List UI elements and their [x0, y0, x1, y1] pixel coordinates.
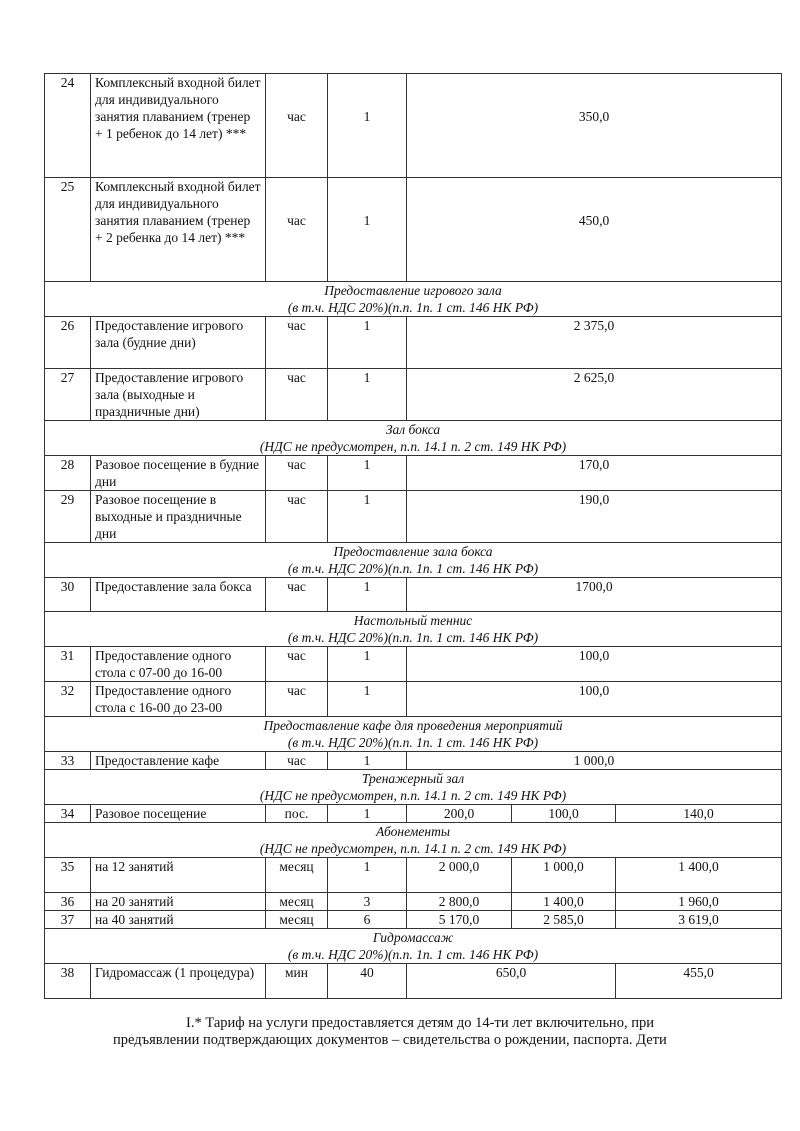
- unit-cell: час: [266, 752, 328, 770]
- section-subtitle: (в т.ч. НДС 20%)(п.п. 1п. 1 ст. 146 НК РФ): [287, 630, 539, 645]
- price-cell: 190,0: [407, 491, 782, 543]
- table-row: [45, 578, 782, 612]
- service-name: Предоставление игрового зала (будние дни): [91, 317, 266, 369]
- service-name: Предоставление одного стола с 16-00 до 23-00: [91, 682, 266, 717]
- service-name: Комплексный входной билет для индивидуального занятия плаванием (тренер + 2 ребенка до 14 лет) ***: [91, 178, 266, 282]
- section-title: Предоставление кафе для проведения мероприятий: [263, 718, 563, 733]
- service-name: Разовое посещение: [91, 805, 266, 823]
- price-cell: 200,0: [407, 805, 512, 823]
- quantity-cell: 1: [328, 578, 407, 612]
- unit-cell: месяц: [266, 893, 328, 911]
- section-subtitle: (в т.ч. НДС 20%)(п.п. 1п. 1 ст. 146 НК РФ): [287, 561, 539, 576]
- row-number: 30: [45, 578, 91, 612]
- section-header: [45, 282, 782, 317]
- unit-cell: час: [266, 491, 328, 543]
- service-name: Предоставление кафе: [91, 752, 266, 770]
- service-name: на 12 занятий: [91, 858, 266, 893]
- section-header-row: [45, 823, 782, 858]
- row-number: 35: [45, 858, 91, 893]
- table-row: [45, 456, 782, 491]
- table-row: [45, 805, 782, 823]
- section-header-row: [45, 770, 782, 805]
- row-number: 24: [45, 74, 91, 178]
- row-number: 27: [45, 369, 91, 421]
- section-title: Тренажерный зал: [361, 771, 465, 786]
- unit-cell: час: [266, 369, 328, 421]
- unit-cell: час: [266, 178, 328, 282]
- price-cell: 100,0: [407, 647, 782, 682]
- price-cell: 1 400,0: [512, 893, 616, 911]
- quantity-cell: 1: [328, 74, 407, 178]
- unit-cell: мин: [266, 964, 328, 999]
- price-cell: 1700,0: [407, 578, 782, 612]
- price-cell: 350,0: [407, 74, 782, 178]
- row-number: 34: [45, 805, 91, 823]
- tariff-table: [44, 73, 782, 999]
- service-name: Предоставление игрового зала (выходные и праздничные дни): [91, 369, 266, 421]
- table-row: [45, 964, 782, 999]
- table-row: [45, 647, 782, 682]
- footnote-line-2: предъявлении подтверждающих документов – свидетельства о рождении, паспорта. Дети: [113, 1032, 667, 1048]
- section-header: [45, 421, 782, 456]
- unit-cell: час: [266, 456, 328, 491]
- quantity-cell: 1: [328, 858, 407, 893]
- price-cell: 5 170,0: [407, 911, 512, 929]
- unit-cell: час: [266, 317, 328, 369]
- quantity-cell: 1: [328, 491, 407, 543]
- price-cell: 100,0: [407, 682, 782, 717]
- table-row: [45, 911, 782, 929]
- section-title: Предоставление игрового зала: [324, 283, 502, 298]
- section-header: [45, 929, 782, 964]
- table-row: [45, 178, 782, 282]
- table-row: [45, 752, 782, 770]
- price-cell: 2 375,0: [407, 317, 782, 369]
- footnote-line-1: I.* Тариф на услуги предоставляется детям до 14-ти лет включительно, при: [186, 1015, 654, 1031]
- section-header-row: [45, 282, 782, 317]
- unit-cell: пос.: [266, 805, 328, 823]
- price-cell: 100,0: [512, 805, 616, 823]
- table-row: [45, 369, 782, 421]
- table-row: [45, 317, 782, 369]
- service-name: на 20 занятий: [91, 893, 266, 911]
- price-cell: 1 400,0: [616, 858, 782, 893]
- service-name: Комплексный входной билет для индивидуального занятия плаванием (тренер + 1 ребенок до 14 лет) ***: [91, 74, 266, 178]
- table-row: [45, 491, 782, 543]
- section-title: Гидромассаж: [372, 930, 454, 945]
- price-cell: 2 625,0: [407, 369, 782, 421]
- price-cell: 1 000,0: [512, 858, 616, 893]
- table-row: [45, 74, 782, 178]
- unit-cell: месяц: [266, 858, 328, 893]
- price-cell: 450,0: [407, 178, 782, 282]
- row-number: 38: [45, 964, 91, 999]
- price-cell: 1 960,0: [616, 893, 782, 911]
- quantity-cell: 1: [328, 178, 407, 282]
- unit-cell: час: [266, 74, 328, 178]
- price-cell: 2 000,0: [407, 858, 512, 893]
- price-cell: 650,0: [407, 964, 616, 999]
- unit-cell: час: [266, 682, 328, 717]
- row-number: 37: [45, 911, 91, 929]
- section-header: [45, 770, 782, 805]
- quantity-cell: 1: [328, 682, 407, 717]
- quantity-cell: 1: [328, 369, 407, 421]
- service-name: Разовое посещение в выходные и праздничные дни: [91, 491, 266, 543]
- section-header: [45, 612, 782, 647]
- section-title: Настольный теннис: [353, 613, 473, 628]
- quantity-cell: 1: [328, 752, 407, 770]
- unit-cell: месяц: [266, 911, 328, 929]
- service-name: Предоставление зала бокса: [91, 578, 266, 612]
- row-number: 32: [45, 682, 91, 717]
- quantity-cell: 1: [328, 456, 407, 491]
- section-header: [45, 823, 782, 858]
- section-subtitle: (НДС не предусмотрен, п.п. 14.1 п. 2 ст. 149 НК РФ): [259, 439, 567, 454]
- row-number: 29: [45, 491, 91, 543]
- row-number: 31: [45, 647, 91, 682]
- quantity-cell: 1: [328, 647, 407, 682]
- price-cell: 170,0: [407, 456, 782, 491]
- price-cell: 455,0: [616, 964, 782, 999]
- row-number: 36: [45, 893, 91, 911]
- table-row: [45, 682, 782, 717]
- section-subtitle: (НДС не предусмотрен, п.п. 14.1 п. 2 ст. 149 НК РФ): [259, 841, 567, 856]
- price-cell: 140,0: [616, 805, 782, 823]
- service-name: Разовое посещение в будние дни: [91, 456, 266, 491]
- price-cell: 3 619,0: [616, 911, 782, 929]
- row-number: 33: [45, 752, 91, 770]
- section-header-row: [45, 717, 782, 752]
- quantity-cell: 1: [328, 805, 407, 823]
- table-row: [45, 893, 782, 911]
- quantity-cell: 40: [328, 964, 407, 999]
- row-number: 28: [45, 456, 91, 491]
- section-header: [45, 717, 782, 752]
- section-header-row: [45, 543, 782, 578]
- quantity-cell: 1: [328, 317, 407, 369]
- section-header: [45, 543, 782, 578]
- section-subtitle: (НДС не предусмотрен, п.п. 14.1 п. 2 ст. 149 НК РФ): [259, 788, 567, 803]
- section-subtitle: (в т.ч. НДС 20%)(п.п. 1п. 1 ст. 146 НК РФ): [287, 735, 539, 750]
- service-name: Гидромассаж (1 процедура): [91, 964, 266, 999]
- section-subtitle: (в т.ч. НДС 20%)(п.п. 1п. 1 ст. 146 НК РФ): [287, 947, 539, 962]
- table-row: [45, 858, 782, 893]
- service-name: на 40 занятий: [91, 911, 266, 929]
- section-title: Абонементы: [376, 824, 450, 839]
- section-title: Зал бокса: [385, 422, 441, 437]
- quantity-cell: 6: [328, 911, 407, 929]
- section-title: Предоставление зала бокса: [333, 544, 493, 559]
- unit-cell: час: [266, 578, 328, 612]
- service-name: Предоставление одного стола с 07-00 до 16-00: [91, 647, 266, 682]
- section-header-row: [45, 929, 782, 964]
- section-header-row: [45, 421, 782, 456]
- row-number: 25: [45, 178, 91, 282]
- row-number: 26: [45, 317, 91, 369]
- price-cell: 2 800,0: [407, 893, 512, 911]
- section-header-row: [45, 612, 782, 647]
- unit-cell: час: [266, 647, 328, 682]
- section-subtitle: (в т.ч. НДС 20%)(п.п. 1п. 1 ст. 146 НК РФ): [287, 300, 539, 315]
- price-cell: 2 585,0: [512, 911, 616, 929]
- price-cell: 1 000,0: [407, 752, 782, 770]
- quantity-cell: 3: [328, 893, 407, 911]
